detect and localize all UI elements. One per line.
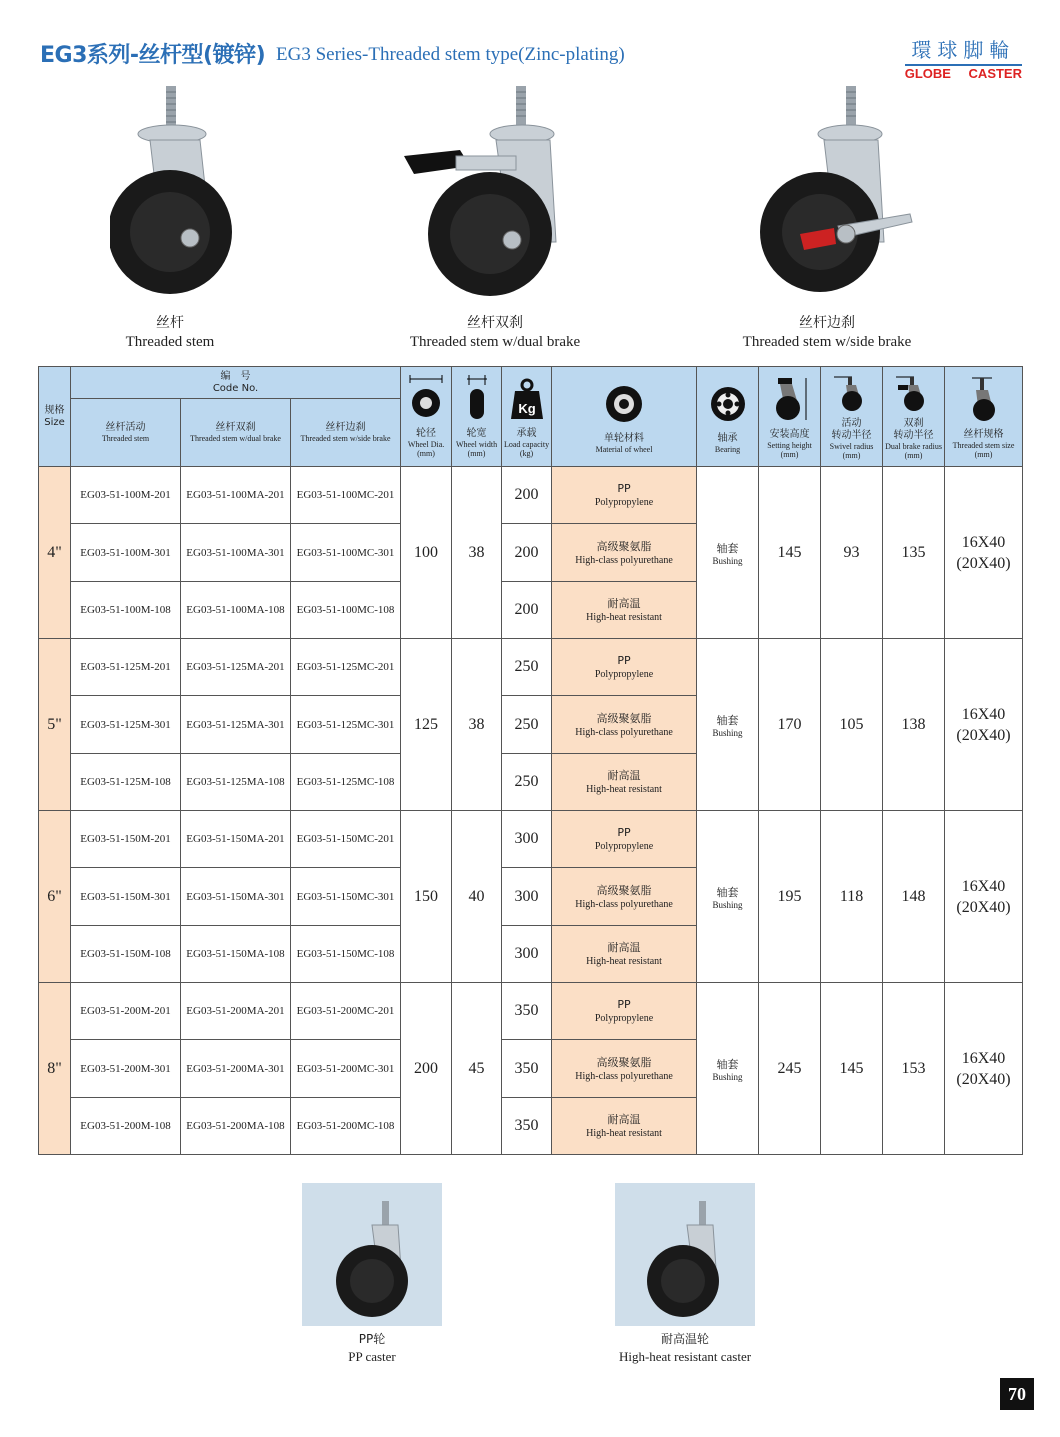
pp-caster-caption-en: PP caster bbox=[348, 1349, 396, 1364]
code-cell: EG03-51-100MC-301 bbox=[291, 524, 401, 582]
setting-height-icon bbox=[768, 374, 812, 424]
brand-logo bbox=[905, 34, 1022, 81]
wheel-dia-icon bbox=[406, 375, 446, 423]
dual-brake-radius-header: 双刹 转动半径 Dual brake radius (mm) bbox=[883, 367, 945, 467]
high-heat-caster-image bbox=[615, 1183, 755, 1326]
spec-table bbox=[38, 366, 1023, 1155]
material-cell: PP Polypropylene bbox=[552, 639, 697, 696]
material-cell: 耐高温 High-heat resistant bbox=[552, 926, 697, 983]
code-no-header: 编 号 Code No. bbox=[71, 367, 401, 399]
code-cell: EG03-51-200MA-301 bbox=[181, 1040, 291, 1098]
code-cell: EG03-51-125MA-301 bbox=[181, 696, 291, 754]
dual-brake-radius-cell: 138 bbox=[883, 639, 945, 811]
table-row bbox=[39, 811, 1023, 868]
product-caption-cn: 丝杆边刹 bbox=[799, 315, 855, 331]
bearing-cell: 轴套 Bushing bbox=[697, 983, 759, 1155]
load-cell: 250 bbox=[502, 639, 552, 696]
svg-text:Kg: Kg bbox=[517, 401, 536, 416]
code-cell: EG03-51-125MC-108 bbox=[291, 754, 401, 811]
code-cell: EG03-51-125MC-201 bbox=[291, 639, 401, 696]
code-cell: EG03-51-100M-108 bbox=[71, 582, 181, 639]
code-cell: EG03-51-200M-201 bbox=[71, 983, 181, 1040]
load-cell: 200 bbox=[502, 582, 552, 639]
pp-caster-caption bbox=[292, 1330, 452, 1366]
stem-size-header: 丝杆规格 Threaded stem size (mm) bbox=[945, 367, 1023, 467]
code-cell: EG03-51-125M-301 bbox=[71, 696, 181, 754]
product-caption-threaded-stem bbox=[90, 314, 250, 352]
material-cell: 耐高温 High-heat resistant bbox=[552, 582, 697, 639]
stem-size-cell: 16X40 (20X40) bbox=[945, 983, 1023, 1155]
setting-height-cell: 245 bbox=[759, 983, 821, 1155]
caster-threaded-stem-image bbox=[110, 82, 240, 302]
load-cell: 250 bbox=[502, 754, 552, 811]
weight-icon bbox=[507, 375, 547, 423]
size-cell: 5" bbox=[39, 639, 71, 811]
code-cell: EG03-51-200MC-201 bbox=[291, 983, 401, 1040]
wheel-width-header: 轮宽 Wheel width (mm) bbox=[452, 367, 502, 467]
wheel-width-cell: 38 bbox=[452, 467, 502, 639]
swivel-radius-cell: 105 bbox=[821, 639, 883, 811]
dual-brake-radius-cell: 135 bbox=[883, 467, 945, 639]
high-heat-caster-caption bbox=[595, 1330, 775, 1366]
size-header: 规格 Size bbox=[39, 367, 71, 467]
code-col-dual-brake: 丝杆双刹 Threaded stem w/dual brake bbox=[181, 399, 291, 467]
brand-name-cn: 環球脚輪 bbox=[905, 34, 1022, 66]
size-cell: 4" bbox=[39, 467, 71, 639]
wheel-dia-cell: 100 bbox=[401, 467, 452, 639]
page-number: 70 bbox=[1000, 1378, 1034, 1410]
load-cell: 300 bbox=[502, 926, 552, 983]
code-cell: EG03-51-200MC-301 bbox=[291, 1040, 401, 1098]
wheel-material-icon bbox=[602, 380, 646, 428]
product-caption-en: Threaded stem bbox=[125, 334, 215, 350]
load-cell: 350 bbox=[502, 983, 552, 1040]
wheel-dia-cell: 125 bbox=[401, 639, 452, 811]
high-heat-caster-caption-cn: 耐高温轮 bbox=[660, 1332, 709, 1346]
load-cell: 300 bbox=[502, 868, 552, 926]
size-cell: 6" bbox=[39, 811, 71, 983]
product-caption-en: Threaded stem w/dual brake bbox=[409, 334, 581, 350]
brand-name-en: GLOBE CASTER bbox=[904, 66, 1022, 81]
wheel-width-cell: 45 bbox=[452, 983, 502, 1155]
stem-size-icon bbox=[962, 374, 1006, 424]
stem-size-cell: 16X40 (20X40) bbox=[945, 639, 1023, 811]
load-cell: 250 bbox=[502, 696, 552, 754]
code-cell: EG03-51-100M-201 bbox=[71, 467, 181, 524]
code-cell: EG03-51-150M-301 bbox=[71, 868, 181, 926]
material-cell: 耐高温 High-heat resistant bbox=[552, 754, 697, 811]
code-cell: EG03-51-125MA-108 bbox=[181, 754, 291, 811]
load-cell: 350 bbox=[502, 1098, 552, 1155]
code-cell: EG03-51-100M-301 bbox=[71, 524, 181, 582]
size-cell: 8" bbox=[39, 983, 71, 1155]
code-cell: EG03-51-125MC-301 bbox=[291, 696, 401, 754]
dual-brake-radius-cell: 148 bbox=[883, 811, 945, 983]
swivel-radius-cell: 118 bbox=[821, 811, 883, 983]
spec-table-body bbox=[39, 467, 1023, 1155]
table-row bbox=[39, 983, 1023, 1040]
code-cell: EG03-51-150M-201 bbox=[71, 811, 181, 868]
material-cell: PP Polypropylene bbox=[552, 983, 697, 1040]
code-cell: EG03-51-100MA-201 bbox=[181, 467, 291, 524]
wheel-width-cell: 38 bbox=[452, 639, 502, 811]
bearing-cell: 轴套 Bushing bbox=[697, 811, 759, 983]
code-cell: EG03-51-125M-201 bbox=[71, 639, 181, 696]
page-title-en: EG3 Series-Threaded stem type(Zinc-plating) bbox=[276, 44, 625, 65]
swivel-radius-cell: 93 bbox=[821, 467, 883, 639]
code-cell: EG03-51-125M-108 bbox=[71, 754, 181, 811]
code-cell: EG03-51-125MA-201 bbox=[181, 639, 291, 696]
code-cell: EG03-51-150MC-201 bbox=[291, 811, 401, 868]
code-cell: EG03-51-150MA-108 bbox=[181, 926, 291, 983]
product-caption-cn: 丝杆 bbox=[156, 315, 184, 331]
code-cell: EG03-51-200MC-108 bbox=[291, 1098, 401, 1155]
code-cell: EG03-51-100MA-301 bbox=[181, 524, 291, 582]
material-cell: 高级聚氨脂 High-class polyurethane bbox=[552, 868, 697, 926]
code-col-side-brake: 丝杆边刹 Threaded stem w/side brake bbox=[291, 399, 401, 467]
material-cell: 高级聚氨脂 High-class polyurethane bbox=[552, 1040, 697, 1098]
dual-brake-radius-icon bbox=[892, 373, 936, 413]
bearing-icon bbox=[708, 380, 748, 428]
load-cell: 200 bbox=[502, 524, 552, 582]
material-cell: 高级聚氨脂 High-class polyurethane bbox=[552, 696, 697, 754]
setting-height-cell: 195 bbox=[759, 811, 821, 983]
code-cell: EG03-51-200M-108 bbox=[71, 1098, 181, 1155]
stem-size-cell: 16X40 (20X40) bbox=[945, 811, 1023, 983]
code-cell: EG03-51-150MA-301 bbox=[181, 868, 291, 926]
code-cell: EG03-51-150MC-301 bbox=[291, 868, 401, 926]
product-caption-dual-brake bbox=[380, 314, 610, 352]
material-cell: 高级聚氨脂 High-class polyurethane bbox=[552, 524, 697, 582]
caster-side-brake-image bbox=[750, 82, 920, 302]
load-cell: 350 bbox=[502, 1040, 552, 1098]
code-cell: EG03-51-200MA-201 bbox=[181, 983, 291, 1040]
product-caption-en: Threaded stem w/side brake bbox=[742, 334, 912, 350]
pp-caster-image bbox=[302, 1183, 442, 1326]
code-cell: EG03-51-100MC-201 bbox=[291, 467, 401, 524]
pp-caster-icon bbox=[302, 1183, 442, 1326]
swivel-radius-icon bbox=[830, 373, 874, 413]
load-cell: 200 bbox=[502, 467, 552, 524]
table-row bbox=[39, 639, 1023, 696]
code-cell: EG03-51-150M-108 bbox=[71, 926, 181, 983]
setting-height-cell: 145 bbox=[759, 467, 821, 639]
setting-height-header: 安装高度 Setting height (mm) bbox=[759, 367, 821, 467]
code-cell: EG03-51-150MA-201 bbox=[181, 811, 291, 868]
wheel-dia-cell: 150 bbox=[401, 811, 452, 983]
code-cell: EG03-51-100MA-108 bbox=[181, 582, 291, 639]
swivel-radius-cell: 145 bbox=[821, 983, 883, 1155]
page-title-cn: EG3系列-丝杆型(镀锌) bbox=[40, 43, 266, 68]
material-cell: PP Polypropylene bbox=[552, 811, 697, 868]
swivel-radius-header: 活动 转动半径 Swivel radius (mm) bbox=[821, 367, 883, 467]
setting-height-cell: 170 bbox=[759, 639, 821, 811]
bearing-header: 轴承 Bearing bbox=[697, 367, 759, 467]
wheel-material-header: 单轮材料 Material of wheel bbox=[552, 367, 697, 467]
table-row bbox=[39, 467, 1023, 524]
wheel-width-icon bbox=[457, 375, 497, 423]
load-cell: 300 bbox=[502, 811, 552, 868]
wheel-width-cell: 40 bbox=[452, 811, 502, 983]
code-cell: EG03-51-200M-301 bbox=[71, 1040, 181, 1098]
pp-caster-caption-cn: PP轮 bbox=[358, 1332, 386, 1346]
stem-size-cell: 16X40 (20X40) bbox=[945, 467, 1023, 639]
product-caption-cn: 丝杆双刹 bbox=[467, 315, 523, 331]
caster-dual-brake-image bbox=[400, 82, 580, 302]
code-cell: EG03-51-150MC-108 bbox=[291, 926, 401, 983]
code-col-threaded-stem: 丝杆活动 Threaded stem bbox=[71, 399, 181, 467]
dual-brake-radius-cell: 153 bbox=[883, 983, 945, 1155]
code-cell: EG03-51-200MA-108 bbox=[181, 1098, 291, 1155]
code-cell: EG03-51-100MC-108 bbox=[291, 582, 401, 639]
load-capacity-header: Kg 承载 Load capacity (kg) bbox=[502, 367, 552, 467]
bearing-cell: 轴套 Bushing bbox=[697, 467, 759, 639]
wheel-dia-header: 轮径 Wheel Dia. (mm) bbox=[401, 367, 452, 467]
high-heat-caster-icon bbox=[615, 1183, 755, 1326]
material-cell: PP Polypropylene bbox=[552, 467, 697, 524]
wheel-dia-cell: 200 bbox=[401, 983, 452, 1155]
material-cell: 耐高温 High-heat resistant bbox=[552, 1098, 697, 1155]
product-caption-side-brake bbox=[712, 314, 942, 352]
bearing-cell: 轴套 Bushing bbox=[697, 639, 759, 811]
high-heat-caster-caption-en: High-heat resistant caster bbox=[618, 1349, 752, 1364]
